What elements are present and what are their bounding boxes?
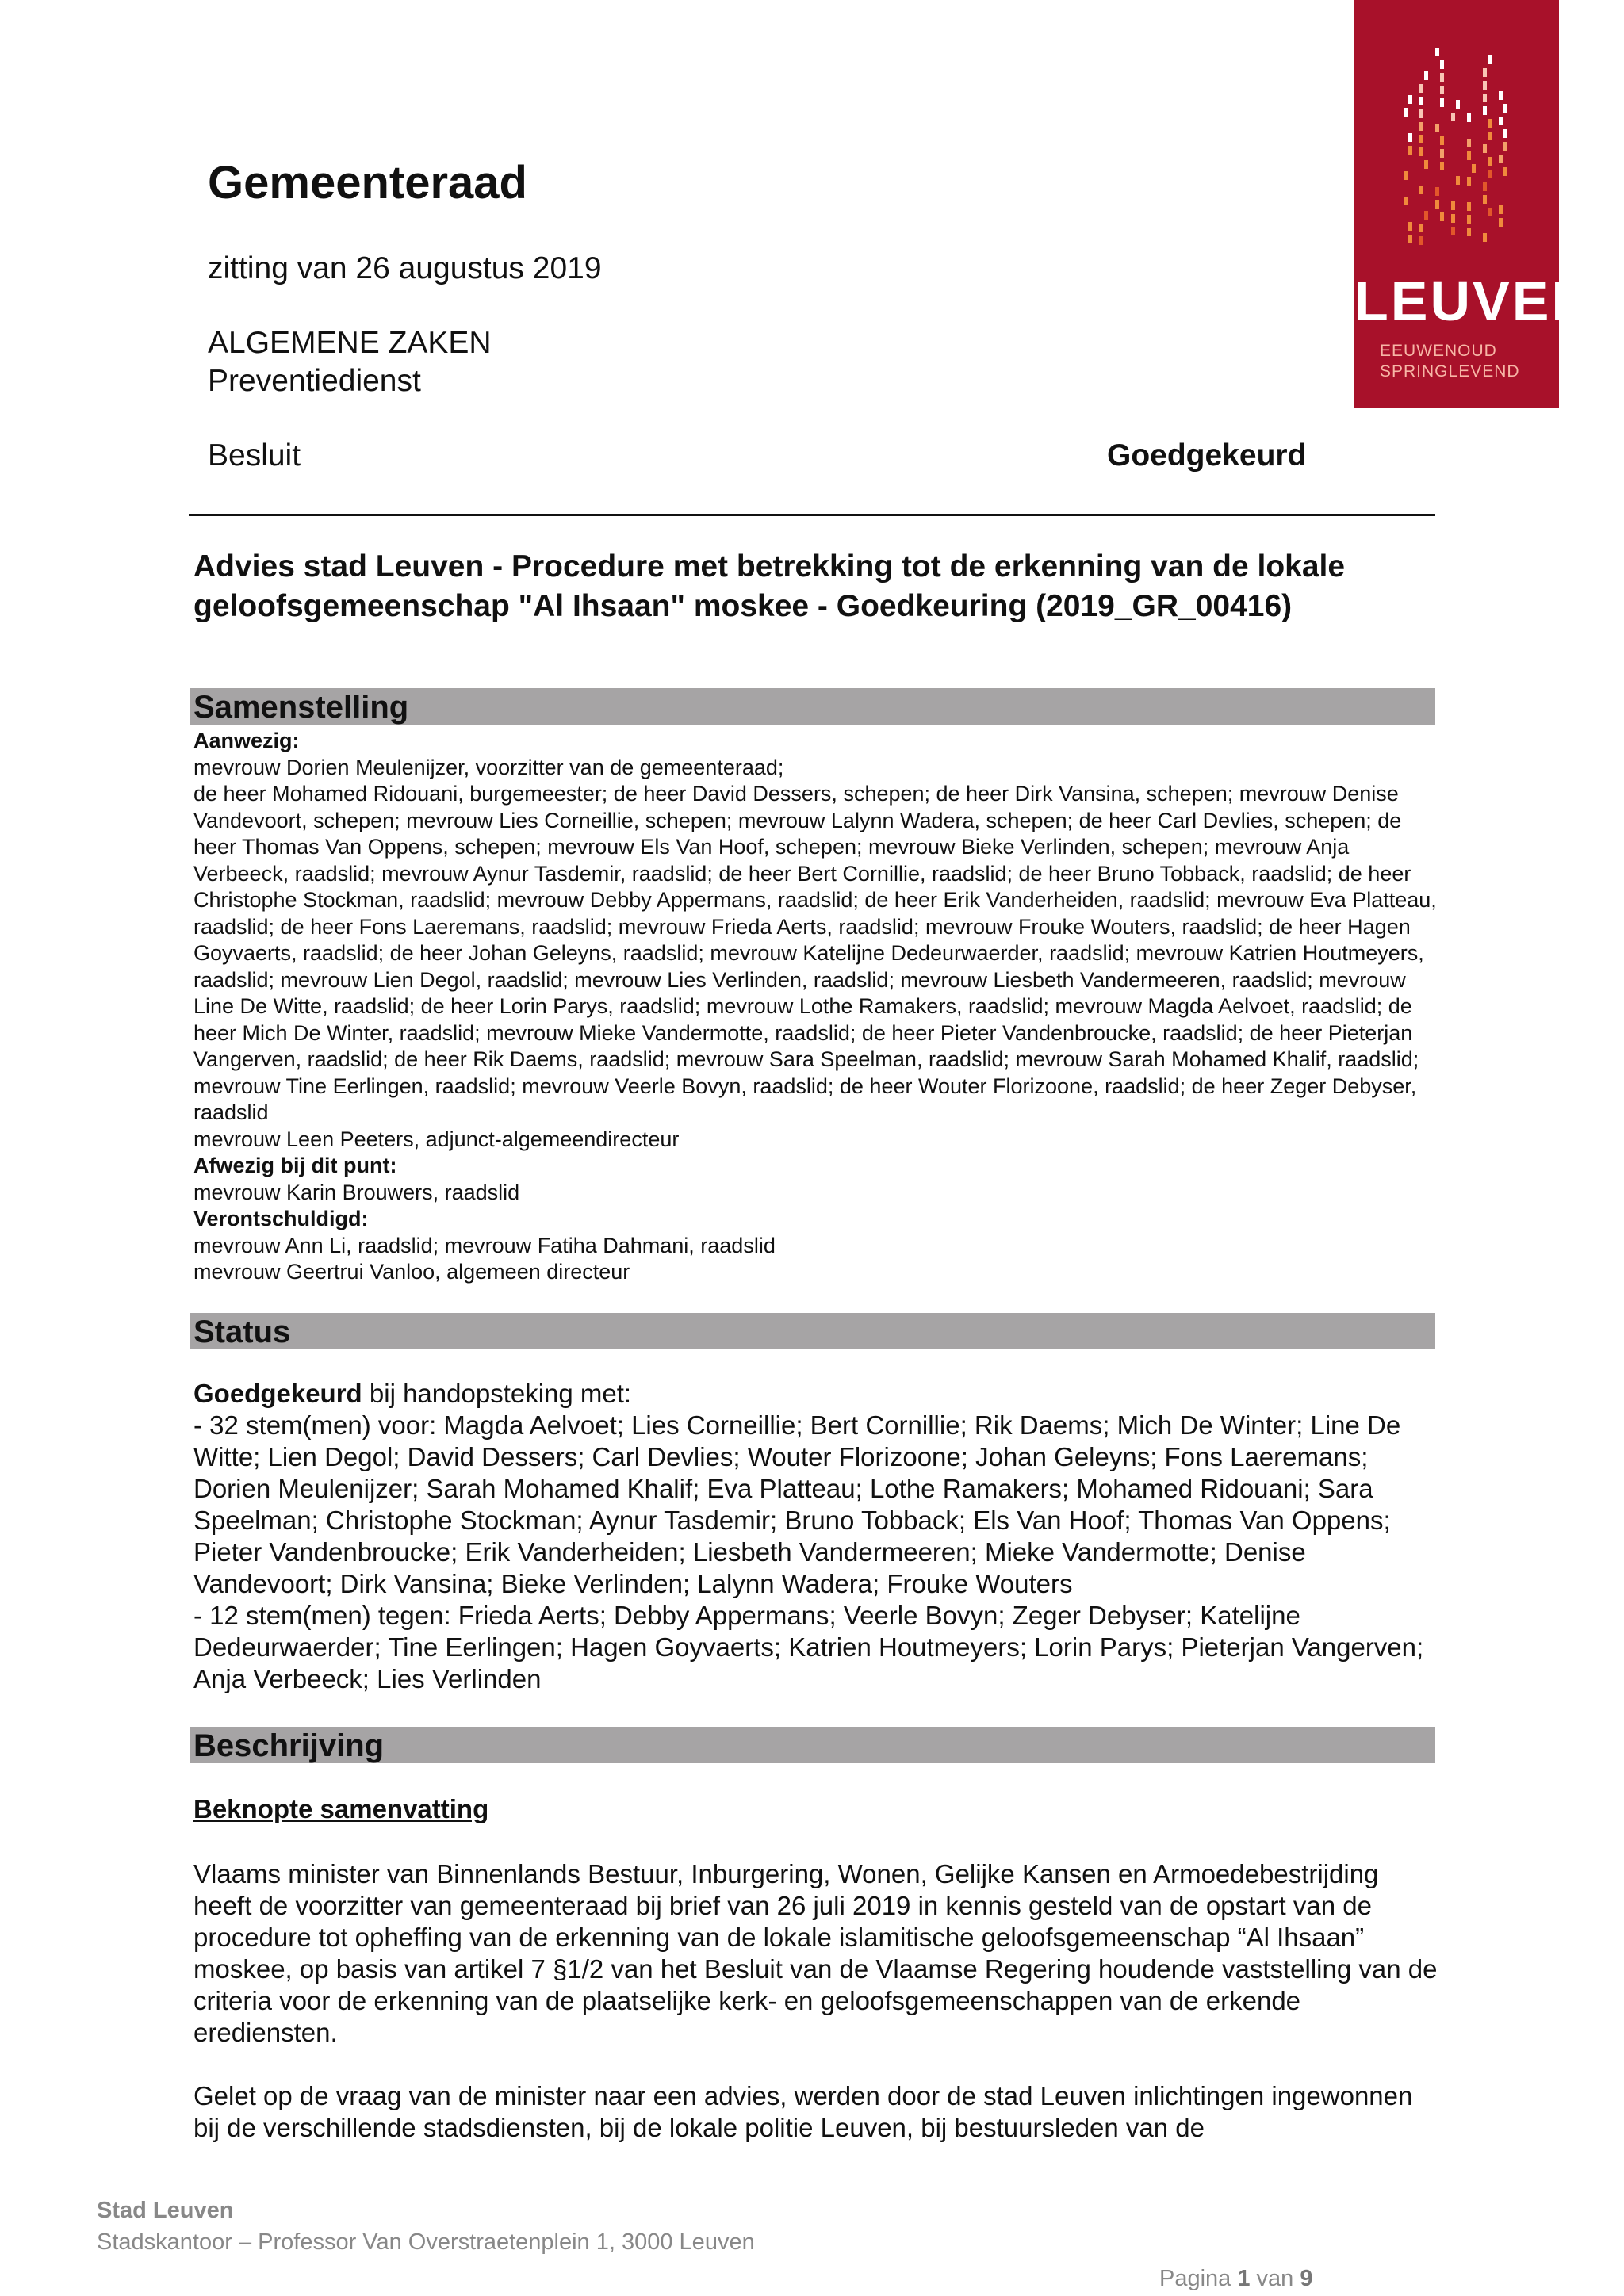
tower-window-mark [1499, 205, 1503, 214]
tower-window-mark [1488, 157, 1492, 166]
tower-window-mark [1488, 208, 1492, 216]
tower-window-mark [1435, 124, 1439, 132]
tower-window-mark [1419, 236, 1423, 245]
tower-window-mark [1404, 108, 1408, 117]
deputy-director: mevrouw Leen Peeters, adjunct-algemeendirecteur [193, 1127, 680, 1151]
tower-window-mark [1424, 71, 1428, 80]
tower-window-mark [1488, 132, 1492, 140]
tower-window-mark [1451, 227, 1455, 235]
excused-members: mevrouw Ann Li, raadslid; mevrouw Fatiha Dahmani, raadslid [193, 1233, 776, 1257]
composition-list [193, 728, 1438, 1286]
summary-paragraph-2: Gelet op de vraag van de minister naar een advies, werden door de stad Leuven inlichtingen ingewonnen bij de verschillende stadsdiensten, bij de lokale politie Leuven, bij bestuursleden van de [193, 2081, 1413, 2142]
tower-window-mark [1451, 113, 1455, 121]
logo-tagline-2: SPRINGLEVEND [1380, 362, 1520, 381]
tower-window-mark [1440, 73, 1444, 82]
tower-window-mark [1451, 201, 1455, 210]
tower-window-mark [1483, 195, 1487, 204]
members: de heer Mohamed Ridouani, burgemeester; de heer David Dessers, schepen; de heer Dirk Vansina, schepen; mevrouw Denise Vandevoort, schepen; mevrouw Lies Corneillie, schepen; mevrouw Lalynn Wadera, schepen; de heer Carl Devlies, schepen; de heer Thomas Van Oppens, schepen; mevrouw Els Van Hoof, schepen; mevrouw Bieke Verlinden, schepen; mevrouw Anja Verbeeck, raadslid; mevrouw Aynur Tasdemir, raadslid; de heer Bert Cornillie, raadslid; de heer Bruno Tobback, raadslid; de heer Christophe Stockman, raadslid; mevrouw Debby Appermans, raadslid; de heer Erik Vanderheiden, raadslid; mevrouw Eva Platteau, raadslid; de heer Fons Laeremans, raadslid; mevrouw Frieda Aerts, raadslid; mevrouw Frouke Wouters, raadslid; de heer Hagen Goyvaerts, raadslid; de heer Johan Geleyns, raadslid; mevrouw Katelijne Dedeurwaerder, raadslid; mevrouw Katrien Houtmeyers, raadslid; mevrouw Lien Degol, raadslid; mevrouw Lies Verlinden, raadslid; mevrouw Liesbeth Vandermeeren, raadslid; mevrouw Line De Witte, raadslid; de heer Lorin Parys, raadslid; mevrouw Lothe Ramakers, raadslid; mevrouw Magda Aelvoet, raadslid; de heer Mich De Winter, raadslid; mevrouw Mieke Vandermotte, raadslid; de heer Pieter Vandenbroucke, raadslid; de heer Pieterjan Vangerven, raadslid; de heer Rik Daems, raadslid; mevrouw Sara Speelman, raadslid; mevrouw Sarah Mohamed Khalif, raadslid; mevrouw Tine Eerlingen, raadslid; mevrouw Veerle Bovyn, raadslid; de heer Wouter Florizoone, raadslid; de heer Zeger Debyser, raadslid [193, 782, 1437, 1124]
document-type: Besluit [208, 438, 301, 473]
tower-window-mark [1483, 68, 1487, 77]
tower-window-mark [1440, 60, 1444, 69]
tower-window-mark [1503, 104, 1507, 113]
tower-window-mark [1503, 129, 1507, 138]
document-title: Advies stad Leuven - Procedure met betrekking tot de erkenning van de lokale geloofsgemeenschap "Al Ihsaan" moskee - Goedkeuring (2019_GR_00416) [193, 549, 1346, 623]
approved-suffix: bij handopsteking met: [362, 1379, 632, 1408]
tower-window-mark [1435, 48, 1439, 56]
footer-address: Stadskantoor – Professor Van Overstraetenplein 1, 3000 Leuven [97, 2229, 755, 2255]
tower-window-mark [1472, 164, 1476, 173]
session-date: zitting van 26 augustus 2019 [208, 251, 602, 285]
tower-window-mark [1419, 186, 1423, 194]
tower-window-mark [1467, 113, 1471, 122]
tower-window-mark [1467, 151, 1471, 160]
tower-window-mark [1503, 167, 1507, 176]
section-title: Samenstelling [193, 690, 409, 725]
votes-for: - 32 stem(men) voor: Magda Aelvoet; Lies Corneillie; Bert Cornillie; Rik Daems; Mich De Winter; Line De Witte; Lien Degol; David Dessers; Carl Devlies; Wouter Florizoone; Johan Geleyns; Fons Laeremans; Dorien Meulenijzer; Sarah Mohamed Khalif; Eva Platteau; Lothe Ramakers; Mohamed Ridouani; Sara Speelman; Christophe Stockman; Aynur Tasdemir; Bruno Tobback; Els Van Hoof; Thomas Van Oppens; Pieter Vandenbroucke; Erik Vanderheiden; Liesbeth Vandermeeren; Mieke Vandermotte; Denise Vandevoort; Dirk Vansina; Bieke Verlinden; Lalynn Wadera; Frouke Wouters [193, 1410, 1401, 1598]
tower-window-mark [1419, 135, 1423, 144]
tower-window-mark [1483, 81, 1487, 90]
present-label: Aanwezig: [193, 729, 300, 752]
tower-window-mark [1467, 139, 1471, 147]
tower-window-mark [1483, 233, 1487, 242]
tower-window-mark [1488, 170, 1492, 178]
vote-summary [193, 1378, 1438, 1410]
tower-window-mark [1467, 202, 1471, 211]
tower-window-mark [1499, 218, 1503, 227]
tower-window-mark [1435, 200, 1439, 209]
votes-against: - 12 stem(men) tegen: Frieda Aerts; Debby Appermans; Veerle Bovyn; Zeger Debyser; Katelijne Dedeurwaerder; Tine Eerlingen; Hagen Goyvaerts; Katrien Houtmeyers; Lorin Parys; Pieterjan Vangerven; Anja Verbeeck; Lies Verlinden [193, 1601, 1424, 1693]
tower-window-mark [1408, 222, 1412, 231]
header-divider [189, 514, 1435, 516]
tower-window-mark [1424, 211, 1428, 220]
tower-window-mark [1419, 84, 1423, 93]
tower-window-mark [1440, 149, 1444, 158]
tower-window-mark [1419, 122, 1423, 131]
tower-window-mark [1440, 86, 1444, 94]
tower-window-mark [1499, 155, 1503, 163]
excused-director: mevrouw Geertrui Vanloo, algemeen directeur [193, 1260, 630, 1284]
logo-name: LEUVEN [1354, 270, 1594, 332]
page-total: 9 [1300, 2266, 1313, 2291]
tower-window-mark [1408, 146, 1412, 155]
tower-window-mark [1408, 133, 1412, 142]
tower-window-mark [1419, 147, 1423, 156]
tower-window-mark [1503, 142, 1507, 151]
tower-window-mark [1467, 228, 1471, 236]
summary-heading: Beknopte samenvatting [193, 1794, 489, 1823]
tower-window-mark [1451, 214, 1455, 223]
tower-window-mark [1467, 215, 1471, 224]
city-tower-graphic [1354, 0, 1559, 262]
tower-window-mark [1483, 144, 1487, 153]
footer-organisation: Stad Leuven [97, 2198, 234, 2223]
tower-window-mark [1456, 176, 1460, 185]
tower-window-mark [1440, 98, 1444, 107]
section-title: Status [193, 1314, 291, 1349]
page-prefix: Pagina [1159, 2266, 1238, 2291]
tower-window-mark [1488, 119, 1492, 128]
page-mid: van [1250, 2266, 1300, 2291]
decision-status: Goedgekeurd [1107, 438, 1307, 473]
page-indicator [1159, 2264, 1313, 2293]
excused-label: Verontschuldigd: [193, 1207, 369, 1230]
tower-window-mark [1488, 55, 1492, 64]
tower-window-mark [1435, 187, 1439, 196]
tower-window-mark [1404, 171, 1408, 180]
tower-window-mark [1404, 197, 1408, 205]
chair: mevrouw Dorien Meulenijzer, voorzitter van de gemeenteraad; [193, 755, 784, 779]
tower-window-mark [1419, 97, 1423, 105]
vote-result [193, 1378, 1438, 1695]
logo-tagline-1: EEUWENOUD [1380, 342, 1497, 360]
tower-window-mark [1467, 177, 1471, 186]
department: ALGEMENE ZAKEN [208, 326, 492, 360]
tower-window-mark [1424, 160, 1428, 169]
absent-label: Afwezig bij dit punt: [193, 1154, 397, 1177]
approved-label: Goedgekeurd [193, 1379, 362, 1408]
tower-window-mark [1408, 95, 1412, 104]
tower-window-mark [1499, 91, 1503, 100]
page-title: Gemeenteraad [208, 157, 527, 209]
section-header-status [190, 1313, 1435, 1349]
tower-window-mark [1419, 109, 1423, 118]
section-header-samenstelling [190, 688, 1435, 725]
tower-window-mark [1483, 106, 1487, 115]
tower-window-mark [1456, 100, 1460, 109]
page-current: 1 [1237, 2266, 1251, 2291]
tower-window-mark [1419, 224, 1423, 232]
tower-window-mark [1499, 117, 1503, 125]
summary-paragraph-1: Vlaams minister van Binnenlands Bestuur, Inburgering, Wonen, Gelijke Kansen en Armoedebestrijding heeft de voorzitter van gemeenteraad bij brief van 26 juli 2019 in kennis gesteld van de opstart van de procedure tot opheffing van de erkenning van de lokale islamitische geloofsgemeenschap “Al Ihsaan” moskee, op basis van artikel 7 §1/2 van het Besluit van de Vlaamse Regering houdende vaststelling van de criteria voor de erkenning van de plaatselijke kerk- en geloofsgemeenschappen van de erkende erediensten. [193, 1859, 1438, 2047]
tower-window-mark [1440, 136, 1444, 145]
tower-window-mark [1408, 235, 1412, 243]
tower-window-mark [1483, 94, 1487, 102]
tower-window-mark [1483, 182, 1487, 191]
tower-window-mark [1440, 162, 1444, 170]
leuven-logo [1354, 0, 1594, 408]
absent: mevrouw Karin Brouwers, raadslid [193, 1180, 520, 1204]
section-title: Beschrijving [193, 1728, 385, 1763]
section-header-beschrijving [190, 1727, 1435, 1763]
service: Preventiedienst [208, 364, 421, 398]
tower-window-mark [1440, 212, 1444, 221]
